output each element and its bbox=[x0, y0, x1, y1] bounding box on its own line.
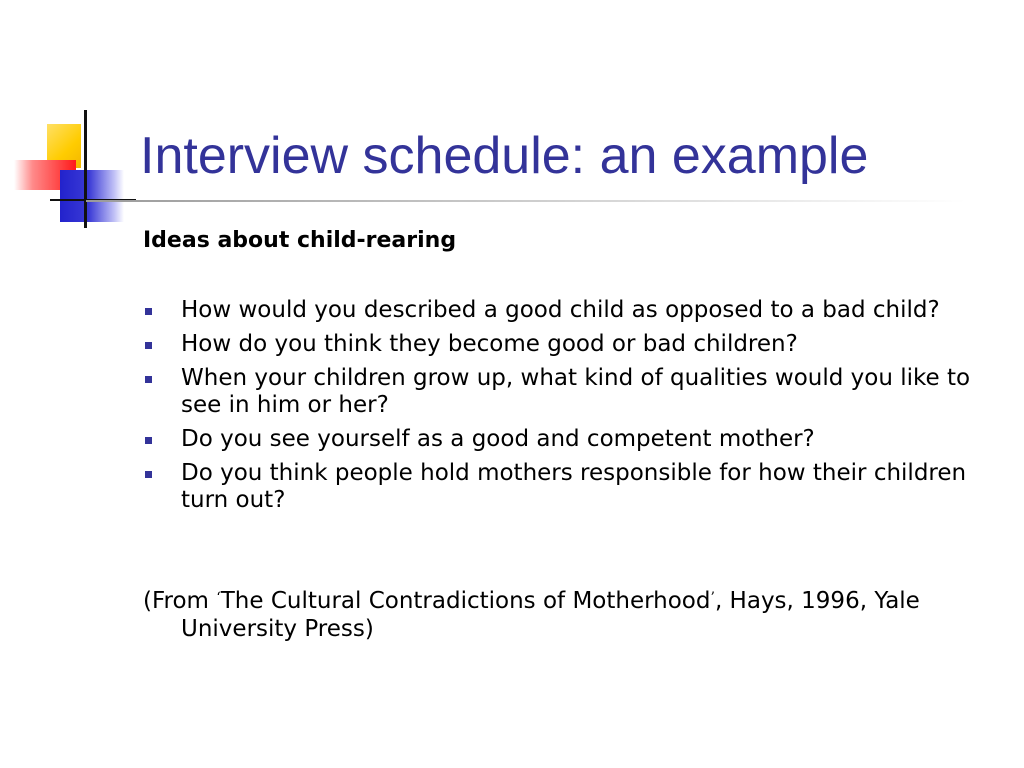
citation-suffix: , Hays, 1996, Yale University Press) bbox=[181, 588, 920, 642]
square-bullet-icon bbox=[145, 376, 152, 383]
question-text: Do you think people hold mothers responsible for how their children turn out? bbox=[181, 460, 967, 513]
section-heading: Ideas about child-rearing bbox=[143, 228, 457, 253]
citation-prefix: (From bbox=[143, 588, 217, 614]
logo-vertical-line bbox=[84, 110, 87, 228]
question-text: When your children grow up, what kind of qualities would you like to see in him or her? bbox=[181, 365, 971, 418]
slide-logo-icon bbox=[0, 0, 140, 240]
question-text: Do you see yourself as a good and competent mother? bbox=[181, 426, 815, 452]
citation-close-quote: ’ bbox=[710, 590, 715, 606]
question-list bbox=[143, 297, 983, 521]
list-item bbox=[143, 426, 983, 453]
question-text: How would you described a good child as opposed to a bad child? bbox=[181, 297, 940, 323]
title-divider bbox=[86, 200, 966, 202]
square-bullet-icon bbox=[145, 437, 152, 444]
list-item bbox=[143, 365, 983, 419]
square-bullet-icon bbox=[145, 471, 152, 478]
citation-open-quote: ‘ bbox=[216, 590, 221, 606]
source-citation bbox=[143, 584, 1021, 643]
question-text: How do you think they become good or bad children? bbox=[181, 331, 798, 357]
list-item bbox=[143, 297, 983, 324]
slide-title: Interview schedule: an example bbox=[140, 127, 869, 185]
citation-book-title: The Cultural Contradictions of Motherhood bbox=[220, 588, 711, 614]
square-bullet-icon bbox=[145, 342, 152, 349]
list-item bbox=[143, 460, 983, 514]
logo-blue-square bbox=[60, 170, 124, 222]
square-bullet-icon bbox=[145, 308, 152, 315]
list-item bbox=[143, 331, 983, 358]
